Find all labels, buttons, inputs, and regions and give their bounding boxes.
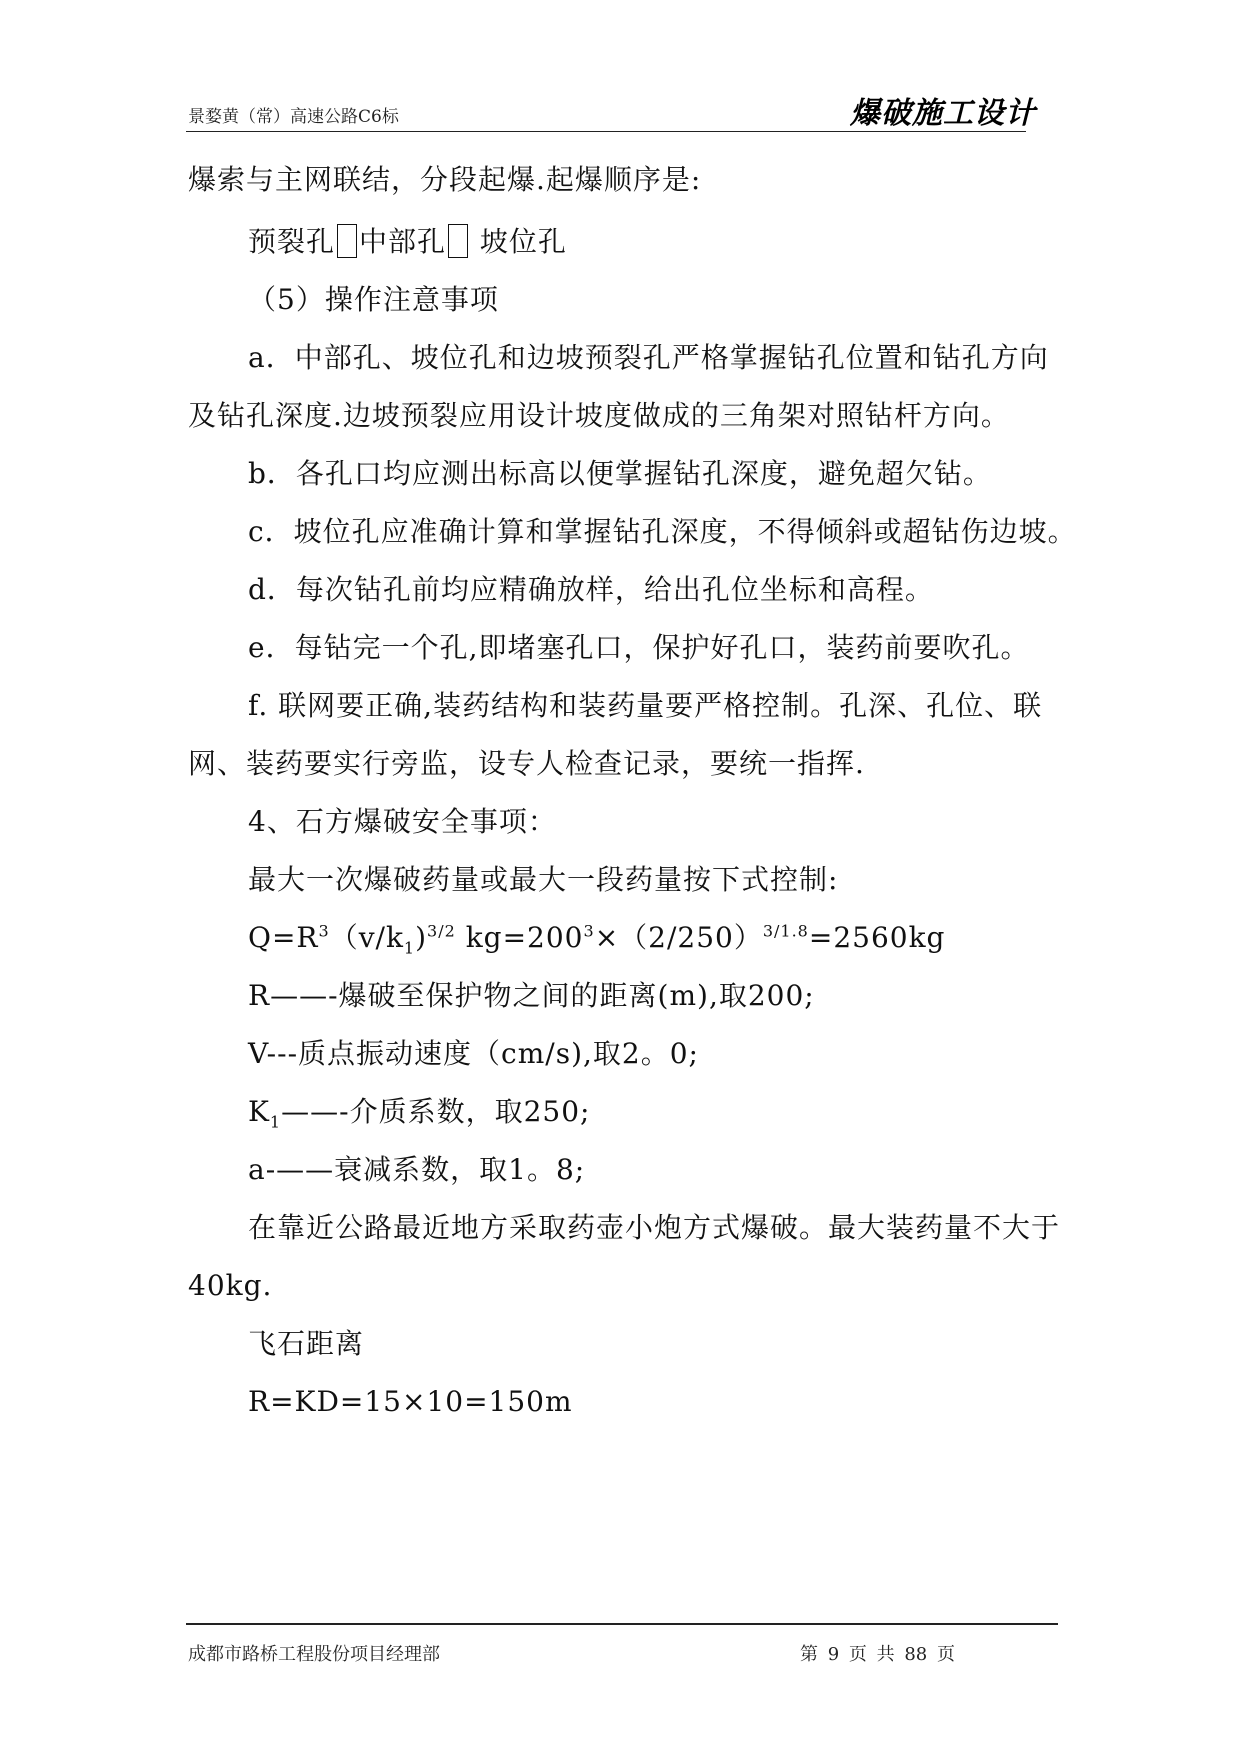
formula-part: ): [415, 921, 428, 954]
formula-superscript: 3/2: [427, 921, 456, 941]
header-title: 爆破施工设计: [850, 96, 1036, 131]
paragraph-line: 爆索与主网联结，分段起爆.起爆顺序是:: [188, 163, 702, 196]
paragraph-line: 网、装药要实行旁监，设专人检查记录，要统一指挥.: [188, 747, 865, 780]
header-divider: [186, 131, 1026, 132]
formula-subscript: 1: [403, 938, 416, 958]
formula-part: Q=R: [248, 921, 319, 954]
formula-line: R=KD=15×10=150m: [248, 1385, 573, 1418]
paragraph-line: a．中部孔、坡位孔和边坡预裂孔严格掌握钻孔位置和钻孔方向: [248, 341, 1049, 374]
text-segment: 预裂孔: [248, 225, 336, 258]
formula-part: =2560kg: [808, 921, 946, 954]
formula-subscript: 1: [269, 1112, 282, 1132]
paragraph-line: e．每钻完一个孔,即堵塞孔口，保护好孔口，装药前要吹孔。: [248, 631, 1030, 664]
missing-glyph-box: [337, 224, 357, 258]
missing-glyph-box: [448, 224, 468, 258]
definition-line: V---质点振动速度（cm/s),取2。0;: [248, 1037, 699, 1070]
formula-superscript: 3: [583, 921, 595, 941]
formula-superscript: 3: [318, 921, 330, 941]
paragraph-line: [248, 222, 1128, 262]
definition-line: R——-爆破至保护物之间的距离(m),取200;: [248, 979, 815, 1012]
formula-part: ×（2/250）: [594, 921, 763, 954]
header-project: 景婺黄（常）高速公路C6标: [188, 107, 399, 127]
footer-divider: [186, 1623, 1058, 1625]
paragraph-line: d．每次钻孔前均应精确放样，给出孔位坐标和高程。: [248, 573, 934, 606]
paragraph-line: 最大一次爆破药量或最大一段药量按下式控制:: [248, 863, 839, 896]
footer-page-number: 第 9 页 共 88 页: [800, 1644, 955, 1665]
section-heading: 飞石距离: [248, 1327, 365, 1360]
text-segment: ——-介质系数，取250;: [281, 1095, 591, 1128]
definition-line: [248, 1092, 1128, 1132]
text-segment: 坡位孔: [470, 225, 567, 258]
formula-superscript: 3/1.8: [762, 921, 809, 941]
section-heading: 4、石方爆破安全事项：: [248, 805, 557, 838]
formula-part: kg=200: [455, 921, 584, 954]
paragraph-line: f. 联网要正确,装药结构和装药量要严格控制。孔深、孔位、联: [248, 689, 1043, 722]
paragraph-line: c．坡位孔应准确计算和掌握钻孔深度，不得倾斜或超钻伤边坡。: [248, 515, 1077, 548]
paragraph-line: 及钻孔深度.边坡预裂应用设计坡度做成的三角架对照钻杆方向。: [188, 399, 1010, 432]
footer-company: 成都市路桥工程股份项目经理部: [188, 1644, 440, 1665]
formula-line: [248, 918, 1128, 958]
definition-line: a-——衰减系数，取1。8;: [248, 1153, 586, 1186]
text-segment: K: [248, 1095, 270, 1128]
text-segment: 中部孔: [359, 225, 447, 258]
paragraph-line: b．各孔口均应测出标高以便掌握钻孔深度，避免超欠钻。: [248, 457, 992, 490]
section-heading: （5）操作注意事项: [248, 283, 499, 316]
paragraph-line: 在靠近公路最近地方采取药壶小炮方式爆破。最大装药量不大于: [248, 1211, 1061, 1244]
paragraph-line: 40kg.: [188, 1269, 273, 1302]
formula-part: （v/k: [329, 921, 404, 954]
